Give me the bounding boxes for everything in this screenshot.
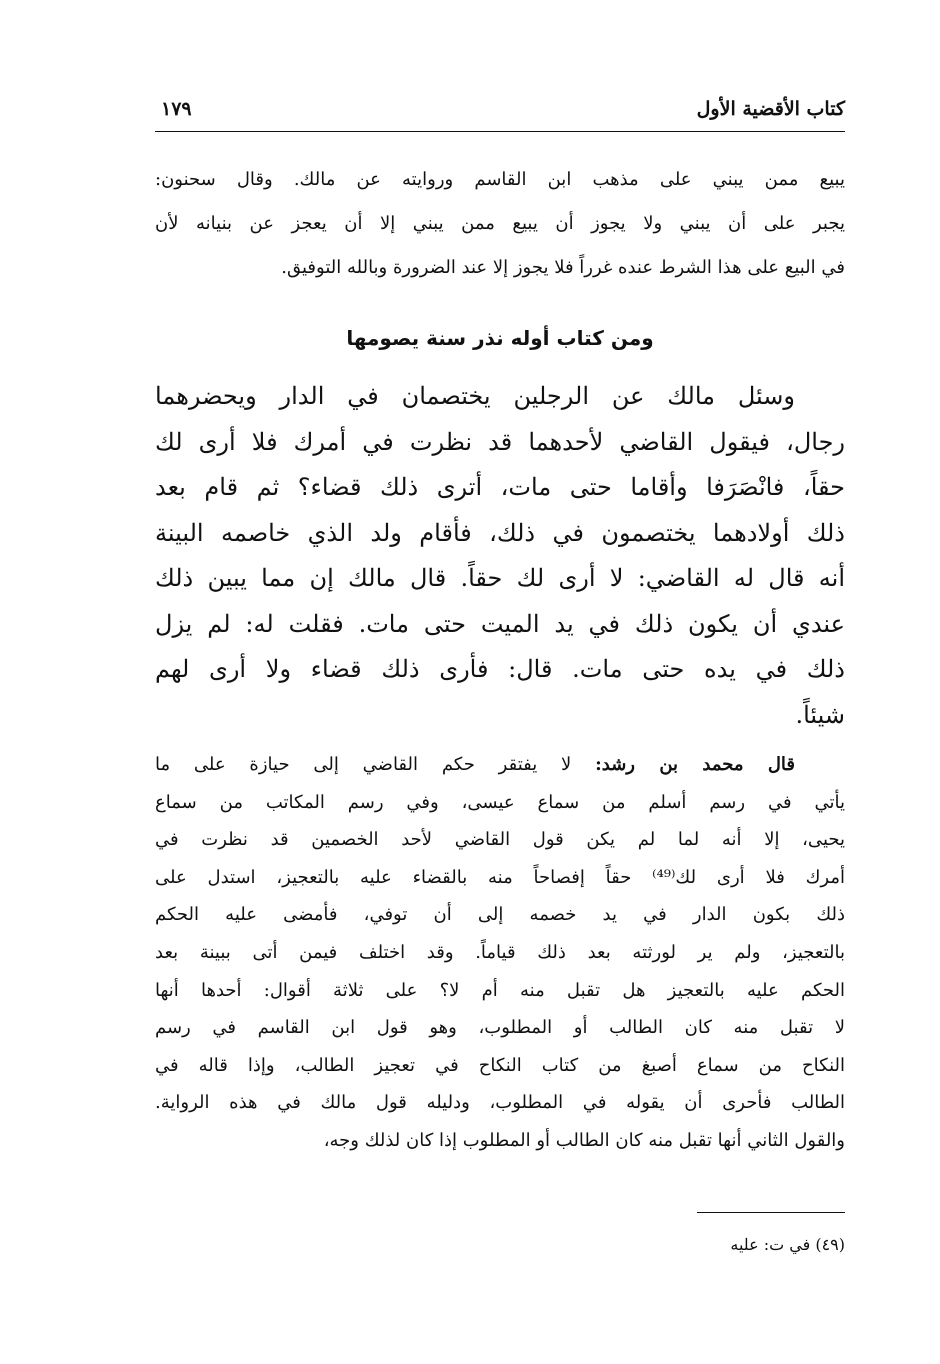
header-divider (155, 131, 845, 132)
footnote-divider (697, 1212, 845, 1213)
text-line: شيئاً. (795, 700, 845, 729)
text-line: بالتعجيز، ولم ير لورثته بعد ذلك قياماً. وقد اختلف فيمن أتى ببينة بعد (155, 941, 845, 963)
commentary-paragraph (155, 746, 845, 1160)
first-line-text: لا يفتقر حكم القاضي إلى حيازة على ما (155, 754, 572, 775)
text-line: الحكم عليه بالتعجيز هل تقبل منه أم لا؟ على ثلاثة أقوال: أحدها أنها (155, 979, 845, 1001)
footnote: (٤٩) في ت: عليه (730, 1235, 845, 1254)
text-line: يأتي في رسم أسلم من سماع عيسى، وفي رسم المكاتب من سماع (155, 791, 845, 813)
text-line: يجبر على أن يبني ولا يجوز أن يبيع ممن يبني إلا أن يعجز عن بنيانه لأن (155, 213, 845, 234)
text-line: حقاً، فانْصَرَفا وأقاما حتى مات، أترى ذلك قضاء؟ ثم قام بعد (155, 473, 845, 501)
text-line: النكاح من سماع أصبغ من كتاب النكاح في تعجيز الطالب، وإذا قاله في (155, 1054, 845, 1076)
commentary-lead: قال محمد بن رشد: (595, 754, 795, 775)
page-number: ١٧٩ (161, 98, 192, 120)
section-heading: ومن كتاب أوله نذر سنة يصومها (346, 326, 654, 350)
page-header (155, 96, 845, 130)
text-line-first (155, 746, 845, 784)
text-line: أمرك فلا أرى لك⁽⁴⁹⁾ حقاً إفصاحاً منه بالقضاء عليه بالتعجيز، استدل على (155, 866, 846, 888)
text-line: يبيع ممن يبني على مذهب ابن القاسم وروايته عن مالك. وقال سحنون: (155, 169, 845, 190)
text-line: في البيع على هذا الشرط عنده غرراً فلا يجوز إلا عند الضرورة وبالله التوفيق. (281, 257, 845, 278)
text-line: والقول الثاني أنها تقبل منه كان الطالب أو المطلوب إذا كان لذلك وجه، (323, 1129, 845, 1151)
running-title: كتاب الأقضية الأول (696, 98, 845, 120)
text-line: ذلك أولادهما يختصمون في ذلك، فأقام ولد الذي خاصمه البينة (155, 518, 845, 547)
text-line: الطالب فأحرى أن يقوله في المطلوب، ودليله قول مالك في هذه الرواية. (155, 1092, 845, 1114)
text-line: رجال، فيقول القاضي لأحدهما قد نظرت في أمرك فلا أرى لك (155, 427, 845, 456)
text-line: وسئل مالك عن الرجلين يختصمان في الدار ويحضرهما (155, 382, 795, 410)
paragraph-continuation (155, 158, 845, 290)
text-line: أنه قال له القاضي: لا أرى لك حقاً. قال مالك إن مما يبين ذلك (155, 564, 845, 592)
question-paragraph (155, 374, 845, 738)
text-line: يحيى، إلا أنه لما لم يكن قول القاضي لأحد الخصمين قد نظرت في (155, 829, 845, 851)
text-line: ذلك في يده حتى مات. قال: فأرى ذلك قضاء ولا أرى لهم (155, 655, 845, 683)
text-line: لا تقبل منه كان الطالب أو المطلوب، وهو قول ابن القاسم في رسم (155, 1017, 845, 1039)
text-line: ذلك بكون الدار في يد خصمه إلى أن توفي، فأمضى عليه الحكم (155, 904, 845, 926)
text-line: عندي أن يكون ذلك في يد الميت حتى مات. فقلت له: لم يزل (155, 609, 845, 638)
